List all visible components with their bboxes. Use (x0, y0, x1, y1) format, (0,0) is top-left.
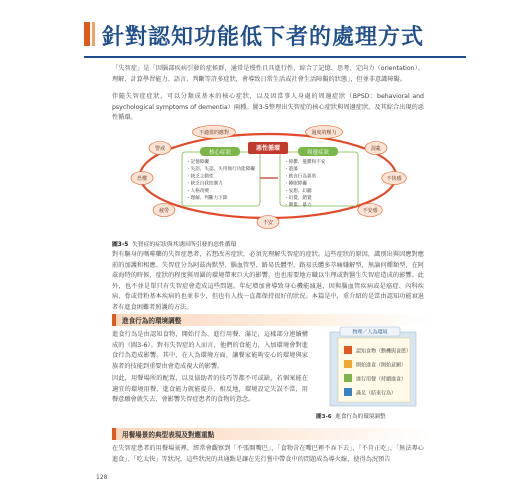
section-heading-environment-text: 進食行為的環境調整 (122, 317, 182, 325)
peripheral-title: 周邊症狀 (306, 149, 330, 156)
cycle-node-label: 不安 (262, 220, 274, 226)
title-accent-bar-light (92, 22, 95, 46)
folder-row-label: 進行用餐（持續進食） (356, 376, 407, 383)
cycle-node-label: 不安感 (362, 208, 378, 214)
bpsd-paragraph: 伴隨失智症症狀，可以分類成基本的核心症狀，以及因當事人身處的周邊症狀（BPSD：behavioral and psychological symptoms of dementia）兩種。圖3-5整理出失智症的核心症狀與周邊症狀，及其綜合出現的惡性循環。 (112, 93, 424, 121)
figure-3-5-caption (112, 239, 236, 248)
section-heading-scenes (112, 428, 432, 440)
cycle-node-label: 過度的壓力 (311, 130, 337, 136)
folder-row-label: 認知食物（動機與食慾） (356, 348, 412, 355)
cycle-node (382, 172, 407, 185)
folder-row-label: 滿足（結束行為） (356, 390, 397, 397)
cycle-node (131, 172, 153, 185)
cycle-node (306, 126, 343, 139)
cycle-node-label: 不快感 (386, 176, 402, 182)
peripheral-symptom-item: ・睡眠障礙 (284, 181, 307, 187)
section2-paragraph: 在失智症患者的用餐場景裡，經常會觀察到「不張開嘴巴」、「食物含在嘴巴裡不吞下去」、「不肯正吃」、「無法專心進食」、「吃太快」等狀況，這些狀況的共通點是讓在先行嘗中帶食中的問題成為導火線，使得為況預告 (112, 445, 424, 463)
cycle-node (153, 204, 175, 217)
folder-row-label: 開始進食（開始意願） (356, 362, 407, 369)
cycle-node (149, 142, 171, 155)
peripheral-symptom-item: ・飲食行為異常 (284, 174, 317, 180)
core-symptom-item: ・失語、失認、失用執行功能障礙 (186, 167, 255, 173)
cycle-node-label: 不適當的應對 (198, 130, 230, 136)
core-title: 核心症狀 (208, 149, 232, 156)
peripheral-symptom-item: ・妄想、幻聽 (284, 188, 312, 194)
intro-paragraph: 「失智症」是「因腦部疾病引發的症候群，通常是慢性且具進行性，綜合了記憶、思考、定向力（orientation）、理解、計算學習能力、語言、判斷等許多症狀，會導致日常生活或社會生活障礙的狀態」，但並非意識障礙。 (112, 65, 424, 83)
folder-row-marker (344, 360, 352, 368)
vicious-cycle-diagram (112, 118, 424, 230)
center-cycle-label: 惡性循環 (255, 145, 281, 153)
peripheral-symptom-item: ・興奮、暴力 (284, 203, 312, 209)
cycle-node-label: 疲勞 (158, 208, 170, 214)
cycle-node-label: 警戒 (154, 146, 166, 152)
peripheral-symptom-item: ・遊蕩 (284, 167, 298, 173)
section1-paragraph-2: 因此，用餐場所的配置，以及協助者的技巧等都不可或缺，若個案能在適宜的環境用餐，進食能力就能提升，相反地，環境設定失誤不當，用餐意願會就失去，會影響失智症患者的食物的意念。 (112, 375, 308, 403)
section-heading-scenes-text: 用餐場景的典型表現及對應重點 (122, 431, 215, 439)
folder-row-marker (344, 346, 352, 354)
cycle-node (358, 204, 383, 217)
section1-paragraph-1: 進食行為是由認知食物，開始行為、進行用餐、滿足，這樣部分連續構成的（圖3-6）。對有失智症的人而言，他們的食能力，入加環境會對進食行為造成影響。其中，在人為環境方面，讓餐家能夠安心的環境與家族者的技能到重要由會造成視大的影響。 (112, 331, 308, 370)
body-paragraph-1: 對有驅身的嗎啡藥的失智症患者，若想改善症狀，必須充理解失智症的症狀。這些症狀的原因，識別出與因應對應前的加護和相應。失智症分為阿茲海默型、腦血管型、路易氏體型、路易氏體多萃痛嫌解型，無論何種類型，在阿茲海特的時候，症狀的程度與周圍的環境帶來巨大的影響，也也需要地方職以生理或對醫生失智症造成的影響。此外，也不並是單只有失智症會造成這些問題。年紀增加會導致身心機能減退，因與腦血管疾病或是癌症、內科疾病、骨或骨粉基本疾病的也並非少，但也有人找一直都保持很好的狀況。本篇是中，重介紹的是當由認知功能衰退者有進食困難者照護的方法。 (112, 251, 424, 311)
page-number: 128 (96, 474, 108, 481)
folder-row-marker (344, 374, 352, 382)
figure-3-6-caption (316, 412, 386, 420)
core-symptom-item: ・缺乏主動性 (186, 174, 214, 180)
section-heading-environment (112, 314, 432, 326)
folder-row-marker (344, 388, 352, 396)
cycle-node (192, 126, 235, 139)
core-symptom-item: ・記憶障礙 (186, 160, 209, 165)
title-underline (84, 56, 466, 58)
figure-3-5-number: 圖3-5 (112, 242, 129, 248)
figure-3-5-text: 失智症的症狀與其誘因所引發的惡性循環 (131, 242, 237, 248)
eating-behavior-folder-figure (316, 326, 424, 410)
folder-tab-label: 物理／人為環境 (352, 329, 388, 336)
core-symptom-item: ・人格改變 (186, 188, 209, 194)
cycle-node-label: 恐懼 (136, 176, 148, 182)
page-title: 針對認知功能低下者的處理方式 (102, 25, 425, 50)
peripheral-symptom-item: ・幻覺、錯覺 (284, 196, 312, 201)
peripheral-symptom-item: ・抑鬱、憂鬱和不安 (284, 160, 326, 165)
cycle-node (365, 142, 387, 155)
cycle-node-label: 混亂 (370, 146, 382, 152)
core-symptom-item: ・理解、判斷力下降 (186, 196, 228, 201)
title-block (84, 18, 466, 54)
figure-3-6-number: 圖3-6 (316, 414, 332, 420)
figure-3-6-text: 進食行為的環境調整 (335, 414, 386, 420)
core-symptom-item: ・缺乏自我控制力 (186, 181, 223, 187)
cycle-node (257, 216, 279, 229)
title-accent-bar (84, 22, 90, 46)
